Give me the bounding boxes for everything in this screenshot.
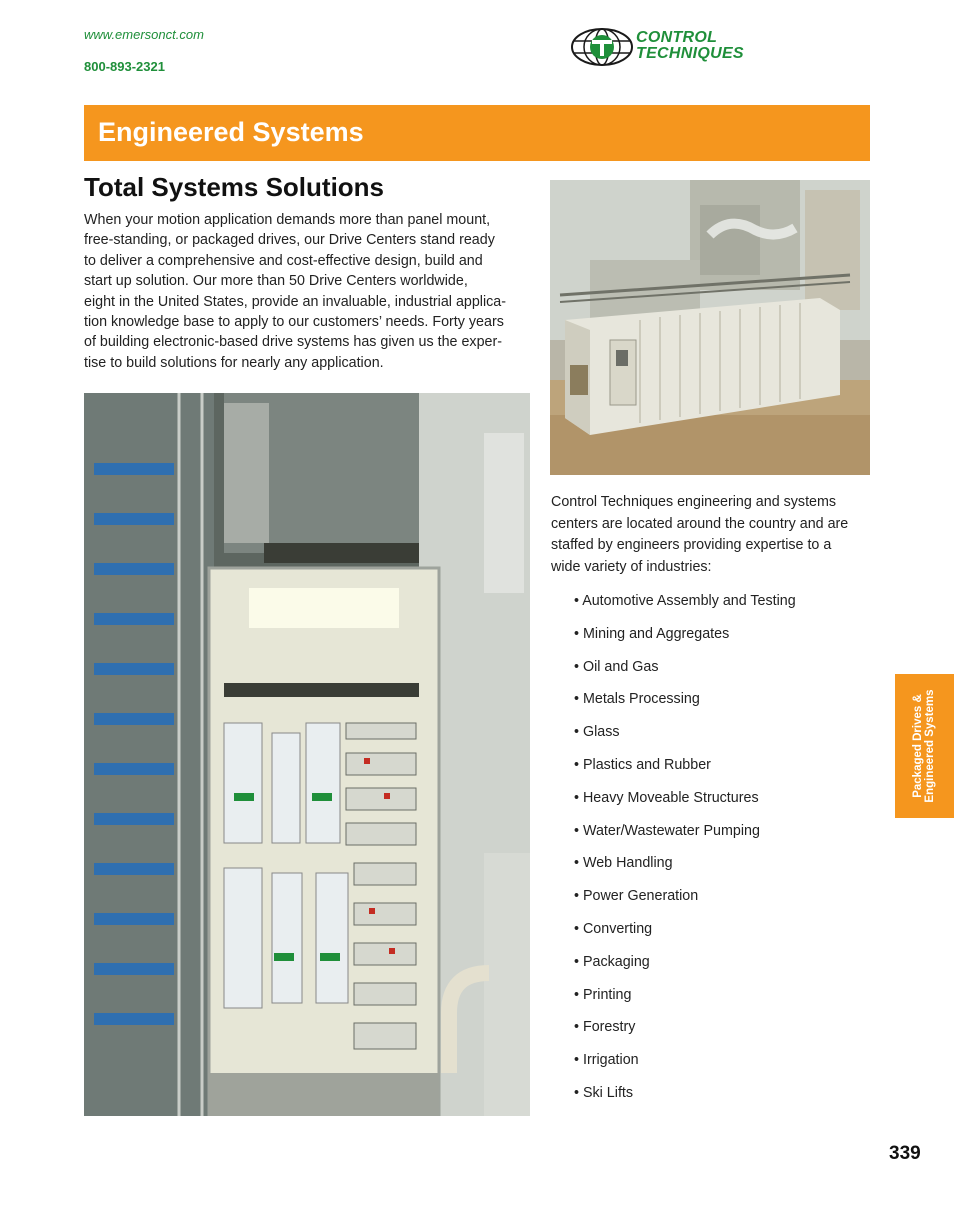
description-line: wide variety of industries:: [551, 558, 712, 575]
list-item: • Power Generation: [574, 888, 699, 905]
logo-wordmark: [636, 30, 744, 62]
list-item: • Packaging: [574, 953, 650, 970]
outdoor-enclosure-photo: [550, 180, 870, 475]
section-heading: Total Systems Solutions: [84, 172, 385, 202]
intro-line: to deliver a comprehensive and cost-effective design, build and: [84, 252, 483, 269]
side-tab-line-2: Engineered Systems: [924, 689, 936, 803]
list-item: • Printing: [574, 986, 632, 1003]
section-banner: [84, 105, 870, 161]
cabinet-photo-image: [84, 393, 530, 1116]
description-line: Control Techniques engineering and systems: [551, 494, 837, 510]
list-item: • Glass: [574, 724, 620, 741]
list-item: • Automotive Assembly and Testing: [574, 593, 796, 609]
list-item: • Converting: [574, 920, 653, 937]
intro-line: tion knowledge base to apply to our customers’ needs. Forty years: [84, 314, 504, 331]
control-techniques-logo: [570, 27, 790, 67]
list-item: • Metals Processing: [574, 691, 700, 708]
side-tab-line-1: Packaged Drives &: [912, 694, 924, 798]
intro-line: of building electronic-based drive systems has given us the exper-: [84, 334, 503, 351]
description-paragraph: [551, 492, 871, 578]
list-item: • Water/Wastewater Pumping: [574, 822, 760, 839]
list-item: • Web Handling: [574, 855, 673, 872]
phone-number: 800-893-2321: [84, 59, 165, 74]
industries-list: [574, 589, 796, 1114]
intro-line: start up solution. Our more than 50 Drive Centers worldwide,: [84, 273, 468, 290]
side-tab-label: [912, 674, 936, 818]
page-number: 339: [889, 1143, 921, 1164]
website-url[interactable]: www.emersonct.com: [84, 27, 204, 42]
drive-cabinet-photo: [84, 393, 530, 1116]
logo-line-2: TECHNIQUES: [636, 45, 744, 62]
globe-logo-icon: [570, 27, 634, 67]
intro-paragraph: [84, 210, 532, 373]
list-item: • Heavy Moveable Structures: [574, 789, 759, 806]
enclosure-photo-image: [550, 180, 870, 475]
list-item: • Forestry: [574, 1019, 636, 1036]
description-line: centers are located around the country and are: [551, 515, 849, 532]
list-item: • Mining and Aggregates: [574, 625, 730, 642]
intro-line: free-standing, or packaged drives, our Drive Centers stand ready: [84, 232, 495, 249]
list-item: • Plastics and Rubber: [574, 756, 711, 773]
intro-line: tise to build solutions for nearly any application.: [84, 354, 384, 371]
list-item: • Oil and Gas: [574, 658, 659, 675]
section-side-tab[interactable]: [895, 674, 954, 818]
list-item: • Ski Lifts: [574, 1084, 634, 1101]
logo-line-1: CONTROL: [636, 29, 718, 46]
intro-line: eight in the United States, provide an invaluable, industrial applica-: [84, 293, 507, 310]
description-line: staffed by engineers providing expertise to a: [551, 537, 832, 553]
banner-title: Engineered Systems: [98, 117, 364, 147]
list-item: • Irrigation: [574, 1052, 639, 1069]
intro-line: When your motion application demands more than panel mount,: [84, 212, 491, 228]
